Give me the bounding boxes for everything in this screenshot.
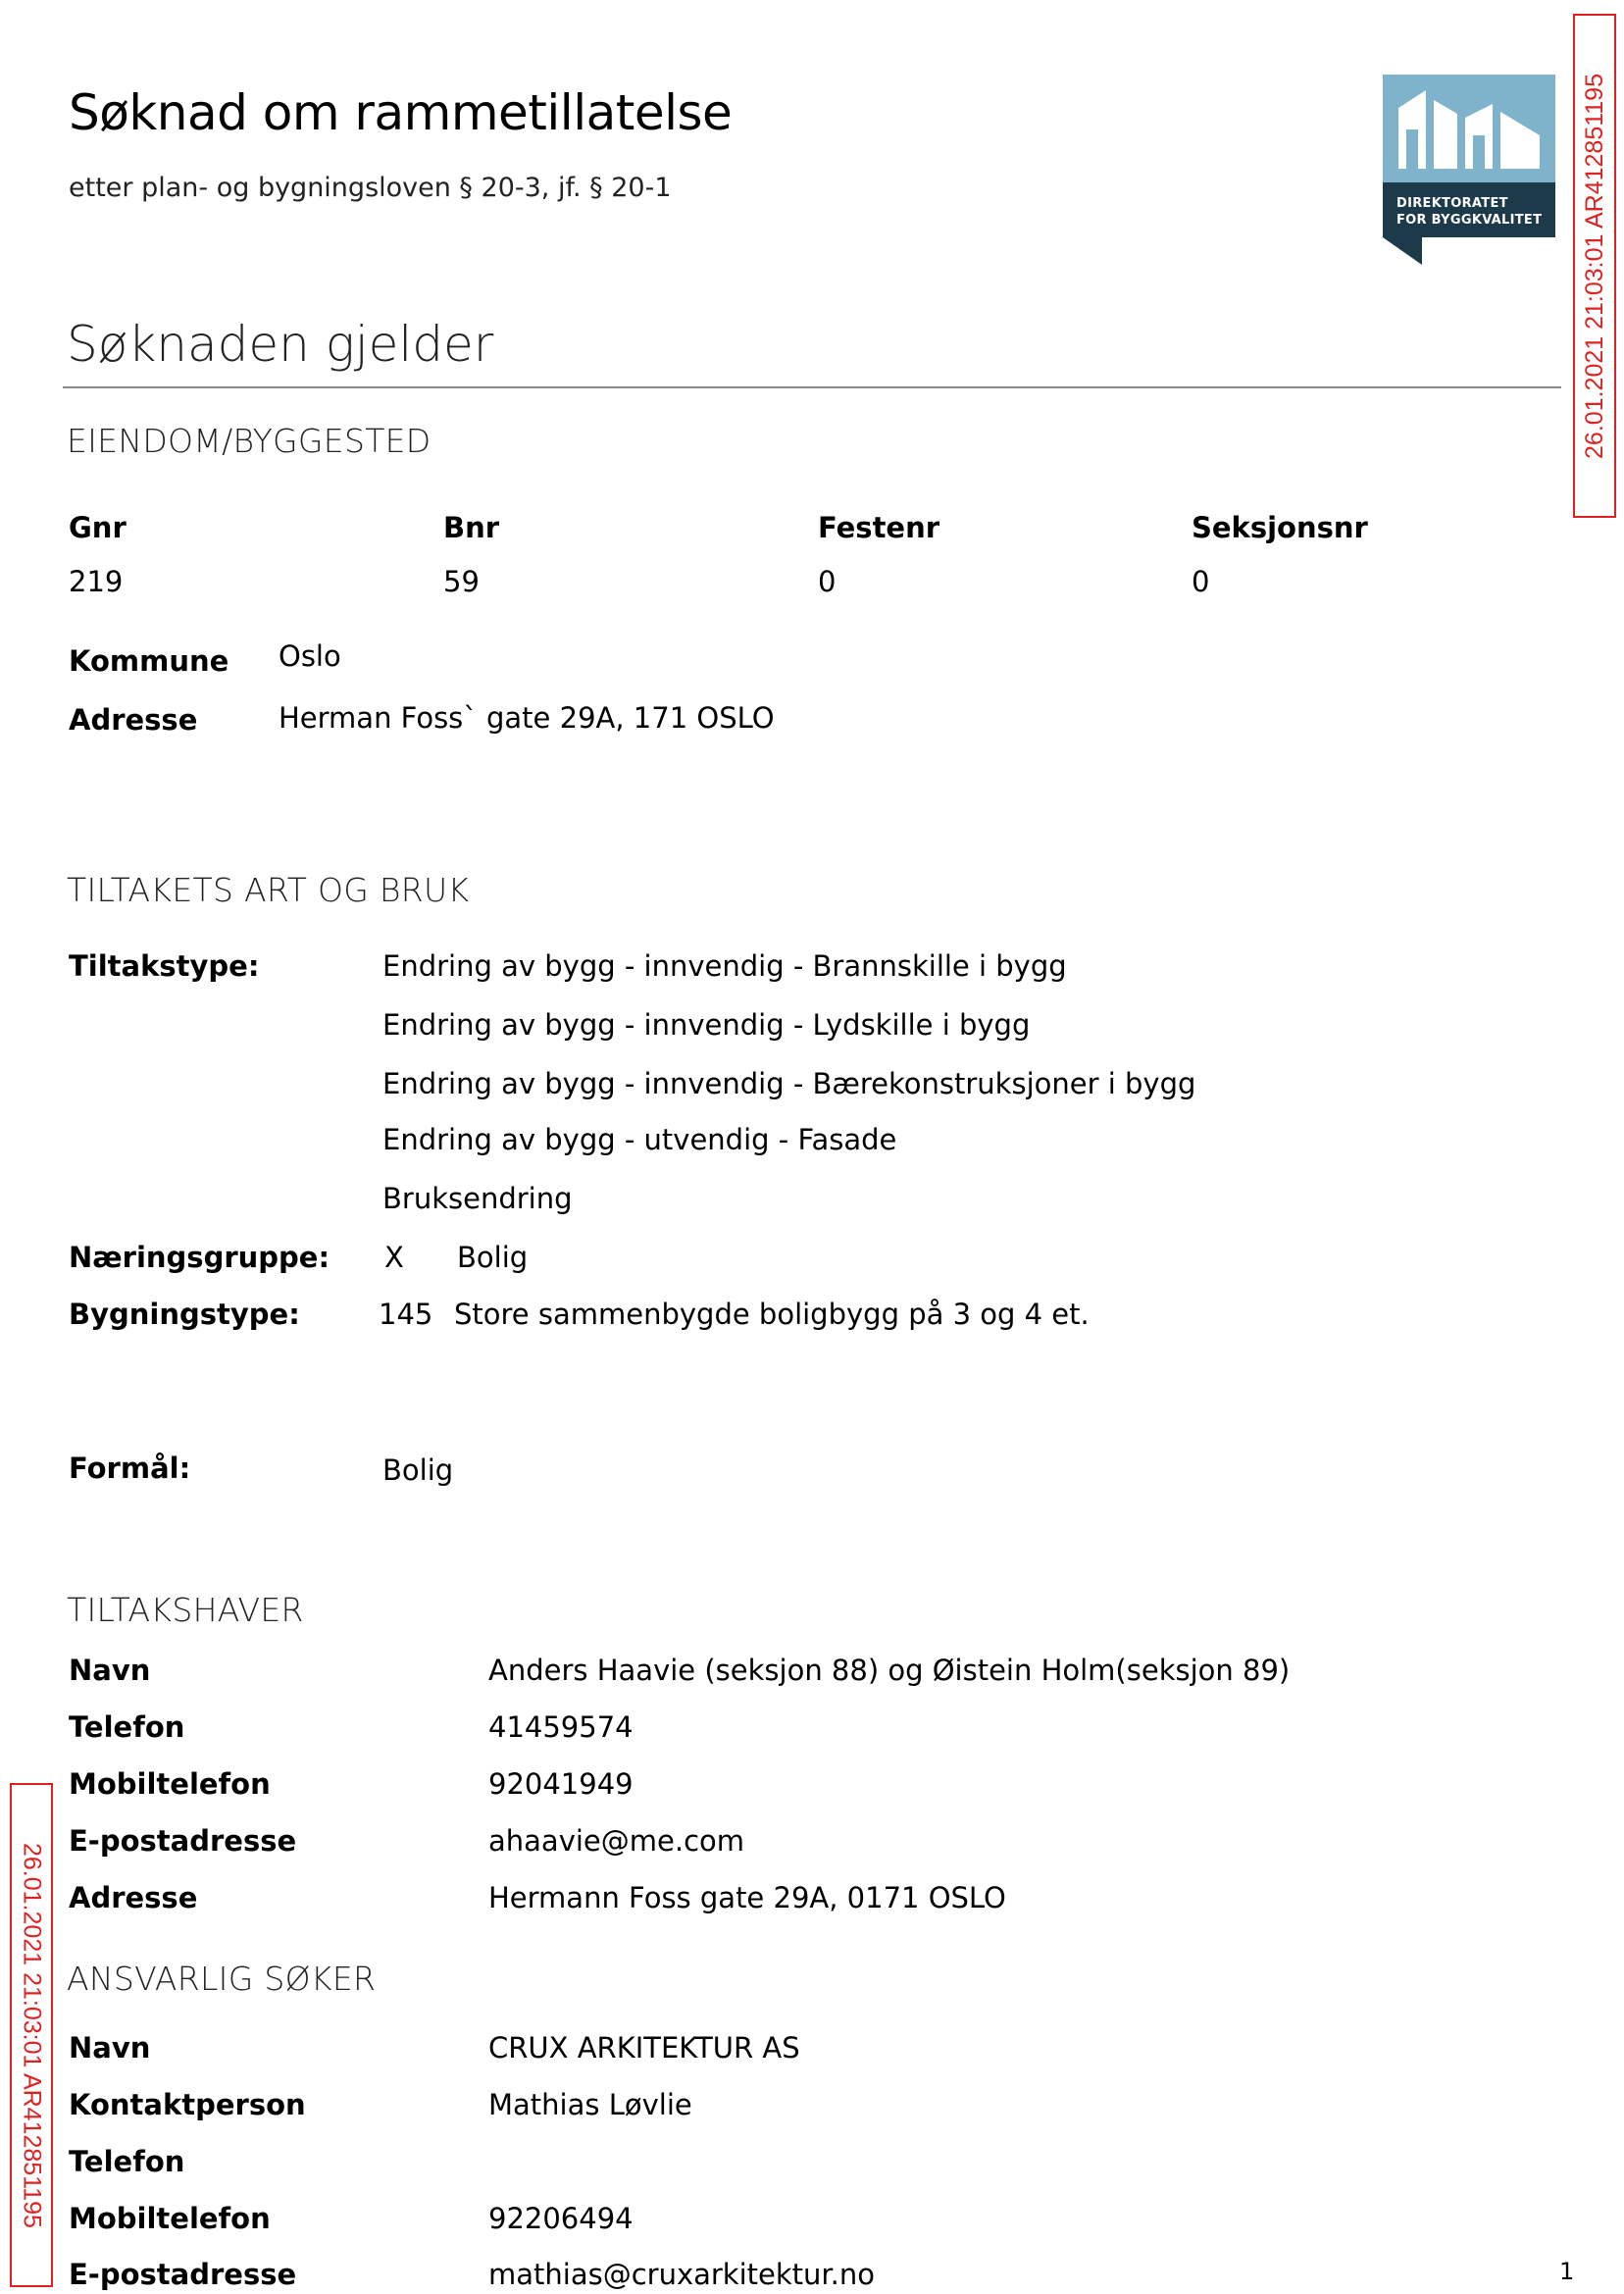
value-bygningstype-code: 145 xyxy=(379,1298,433,1331)
label-bnr: Bnr xyxy=(443,511,500,544)
label-tiltakstype: Tiltakstype: xyxy=(69,949,260,983)
tiltakshaver-label-telefon: Telefon xyxy=(69,1710,185,1744)
heading-ansvarlig-soker: ANSVARLIG SØKER xyxy=(67,1960,377,1998)
tiltakshaver-label-adresse: Adresse xyxy=(69,1881,198,1914)
label-bygningstype: Bygningstype: xyxy=(69,1298,300,1331)
ansvarlig-value-epost: mathias@cruxarkitektur.no xyxy=(488,2258,876,2291)
section-divider xyxy=(63,386,1561,388)
label-gnr: Gnr xyxy=(69,511,127,544)
label-seksjonsnr: Seksjonsnr xyxy=(1192,511,1368,544)
value-bygningstype-name: Store sammenbygde boligbygg på 3 og 4 et. xyxy=(454,1298,1090,1331)
ansvarlig-label-navn: Navn xyxy=(69,2031,151,2065)
value-kommune: Oslo xyxy=(279,639,341,673)
document-title: Søknad om rammetillatelse xyxy=(69,84,733,141)
ansvarlig-label-epost: E-postadresse xyxy=(69,2258,297,2291)
archive-stamp-top xyxy=(1573,14,1616,518)
tiltakshaver-label-mobiltelefon: Mobiltelefon xyxy=(69,1767,271,1801)
tiltakshaver-value-mobiltelefon: 92041949 xyxy=(488,1767,634,1801)
value-naeringsgruppe-code: X xyxy=(384,1241,404,1274)
page-number: 1 xyxy=(1559,2258,1575,2285)
label-naeringsgruppe: Næringsgruppe: xyxy=(69,1241,330,1274)
value-naeringsgruppe-name: Bolig xyxy=(457,1241,529,1274)
logo-text-line2: FOR BYGGKVALITET xyxy=(1396,213,1543,228)
value-seksjonsnr: 0 xyxy=(1192,565,1210,598)
heading-tiltakets-art: TILTAKETS ART OG BRUK xyxy=(67,871,470,909)
tiltakstype-item: Endring av bygg - innvendig - Lydskille i bygg xyxy=(382,1008,1031,1042)
dibk-logo-mark xyxy=(1383,75,1555,265)
tiltakshaver-value-epost: ahaavie@me.com xyxy=(488,1824,744,1858)
tiltakshaver-value-adresse: Hermann Foss gate 29A, 0171 OSLO xyxy=(488,1881,1006,1914)
value-bnr: 59 xyxy=(443,565,480,598)
label-festenr: Festenr xyxy=(818,511,940,544)
tiltakshaver-label-epost: E-postadresse xyxy=(69,1824,297,1858)
value-adresse: Herman Foss` gate 29A, 171 OSLO xyxy=(279,701,775,735)
tiltakstype-item: Endring av bygg - innvendig - Brannskille i bygg xyxy=(382,949,1067,983)
document-subtitle: etter plan- og bygningsloven § 20-3, jf. § 20-1 xyxy=(69,173,672,203)
section-heading-soknaden-gjelder: Søknaden gjelder xyxy=(67,316,494,373)
tiltakstype-item: Bruksendring xyxy=(382,1182,573,1215)
ansvarlig-label-kontaktperson: Kontaktperson xyxy=(69,2088,306,2121)
ansvarlig-value-navn: CRUX ARKITEKTUR AS xyxy=(488,2031,800,2065)
label-kommune: Kommune xyxy=(69,644,229,678)
tiltakshaver-value-telefon: 41459574 xyxy=(488,1710,634,1744)
archive-stamp-bottom-text: 26.01.2021 21:03:01 AR412851195 xyxy=(18,1842,46,2228)
label-formal: Formål: xyxy=(69,1452,191,1485)
archive-stamp-top-text: 26.01.2021 21:03:01 AR412851195 xyxy=(1580,73,1608,459)
tiltakshaver-value-navn: Anders Haavie (seksjon 88) og Øistein Holm(seksjon 89) xyxy=(488,1654,1291,1687)
heading-tiltakshaver: TILTAKSHAVER xyxy=(67,1591,304,1629)
value-festenr: 0 xyxy=(818,565,837,598)
value-formal: Bolig xyxy=(382,1453,454,1487)
heading-eiendom: EIENDOM/BYGGESTED xyxy=(67,422,431,460)
label-adresse: Adresse xyxy=(69,703,198,737)
ansvarlig-value-mobiltelefon: 92206494 xyxy=(488,2202,634,2235)
dibk-logo xyxy=(1383,75,1555,265)
tiltakshaver-label-navn: Navn xyxy=(69,1654,151,1687)
value-gnr: 219 xyxy=(69,565,124,598)
ansvarlig-label-mobiltelefon: Mobiltelefon xyxy=(69,2202,271,2235)
logo-text-line1: DIREKTORATET xyxy=(1396,196,1508,211)
ansvarlig-label-telefon: Telefon xyxy=(69,2145,185,2178)
archive-stamp-bottom xyxy=(10,1783,53,2287)
ansvarlig-value-kontaktperson: Mathias Løvlie xyxy=(488,2088,692,2121)
tiltakstype-item: Endring av bygg - utvendig - Fasade xyxy=(382,1123,897,1156)
tiltakstype-item: Endring av bygg - innvendig - Bærekonstruksjoner i bygg xyxy=(382,1067,1196,1100)
